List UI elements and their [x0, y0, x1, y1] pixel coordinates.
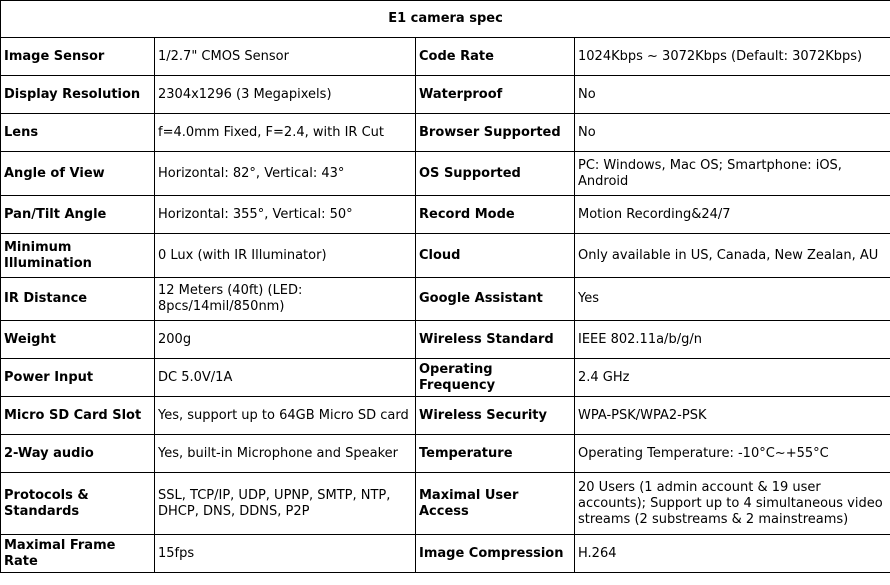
- spec-value: No: [575, 114, 890, 152]
- spec-key: Code Rate: [416, 38, 575, 76]
- spec-key: Angle of View: [1, 152, 155, 196]
- spec-value: 1/2.7" CMOS Sensor: [155, 38, 416, 76]
- spec-value: PC: Windows, Mac OS; Smartphone: iOS, Android: [575, 152, 890, 196]
- spec-value: WPA-PSK/WPA2-PSK: [575, 397, 890, 435]
- spec-value: Yes: [575, 278, 890, 321]
- spec-value: 200g: [155, 321, 416, 359]
- spec-key: Image Compression: [416, 535, 575, 573]
- spec-value: No: [575, 76, 890, 114]
- spec-key: Browser Supported: [416, 114, 575, 152]
- spec-key: Weight: [1, 321, 155, 359]
- table-row: [1, 435, 890, 473]
- table-row: [1, 321, 890, 359]
- spec-value: 0 Lux (with IR Illuminator): [155, 234, 416, 278]
- spec-key: Cloud: [416, 234, 575, 278]
- table-row: [1, 278, 890, 321]
- spec-value: 20 Users (1 admin account & 19 user accounts); Support up to 4 simultaneous video streams (2 substreams & 2 mainstreams): [575, 473, 890, 535]
- spec-key: Display Resolution: [1, 76, 155, 114]
- spec-key: Image Sensor: [1, 38, 155, 76]
- table-row: [1, 152, 890, 196]
- spec-key: Minimum Illumination: [1, 234, 155, 278]
- table-row: [1, 38, 890, 76]
- table-row: [1, 234, 890, 278]
- spec-value: Yes, support up to 64GB Micro SD card: [155, 397, 416, 435]
- spec-value: IEEE 802.11a/b/g/n: [575, 321, 890, 359]
- spec-value: Operating Temperature: -10°C~+55°C: [575, 435, 890, 473]
- spec-key: Protocols & Standards: [1, 473, 155, 535]
- spec-key: Maximal User Access: [416, 473, 575, 535]
- table-row: [1, 473, 890, 535]
- spec-value: 15fps: [155, 535, 416, 573]
- spec-key: 2-Way audio: [1, 435, 155, 473]
- spec-key: Wireless Standard: [416, 321, 575, 359]
- spec-value: DC 5.0V/1A: [155, 359, 416, 397]
- spec-value: [155, 278, 416, 321]
- spec-key: Wireless Security: [416, 397, 575, 435]
- table-row: [1, 359, 890, 397]
- spec-key: Temperature: [416, 435, 575, 473]
- spec-value: Horizontal: 355°, Vertical: 50°: [155, 196, 416, 234]
- spec-value: Horizontal: 82°, Vertical: 43°: [155, 152, 416, 196]
- spec-value: Yes, built-in Microphone and Speaker: [155, 435, 416, 473]
- spec-value: 2.4 GHz: [575, 359, 890, 397]
- spec-key: Micro SD Card Slot: [1, 397, 155, 435]
- table-title: E1 camera spec: [1, 1, 890, 38]
- table-row: [1, 535, 890, 573]
- table-row: [1, 196, 890, 234]
- spec-key: Record Mode: [416, 196, 575, 234]
- spec-value: H.264: [575, 535, 890, 573]
- table-row: [1, 76, 890, 114]
- table-row: [1, 114, 890, 152]
- spec-value: Only available in US, Canada, New Zealan, AU: [575, 234, 890, 278]
- spec-key: OS Supported: [416, 152, 575, 196]
- spec-key: Maximal Frame Rate: [1, 535, 155, 573]
- spec-value: SSL, TCP/IP, UDP, UPNP, SMTP, NTP, DHCP, DNS, DDNS, P2P: [155, 473, 416, 535]
- spec-key: Lens: [1, 114, 155, 152]
- spec-key: Pan/Tilt Angle: [1, 196, 155, 234]
- spec-key: Operating Frequency: [416, 359, 575, 397]
- spec-key: Google Assistant: [416, 278, 575, 321]
- spec-value: 2304x1296 (3 Megapixels): [155, 76, 416, 114]
- spec-key: Power Input: [1, 359, 155, 397]
- spec-key: Waterproof: [416, 76, 575, 114]
- table-row: [1, 397, 890, 435]
- spec-value: 1024Kbps ~ 3072Kbps (Default: 3072Kbps): [575, 38, 890, 76]
- spec-value-text: 12 Meters (40ft) (LED: 8pcs/14mil/850nm): [158, 283, 303, 314]
- spec-value: Motion Recording&24/7: [575, 196, 890, 234]
- spec-key: IR Distance: [1, 278, 155, 321]
- spec-value: f=4.0mm Fixed, F=2.4, with IR Cut: [155, 114, 416, 152]
